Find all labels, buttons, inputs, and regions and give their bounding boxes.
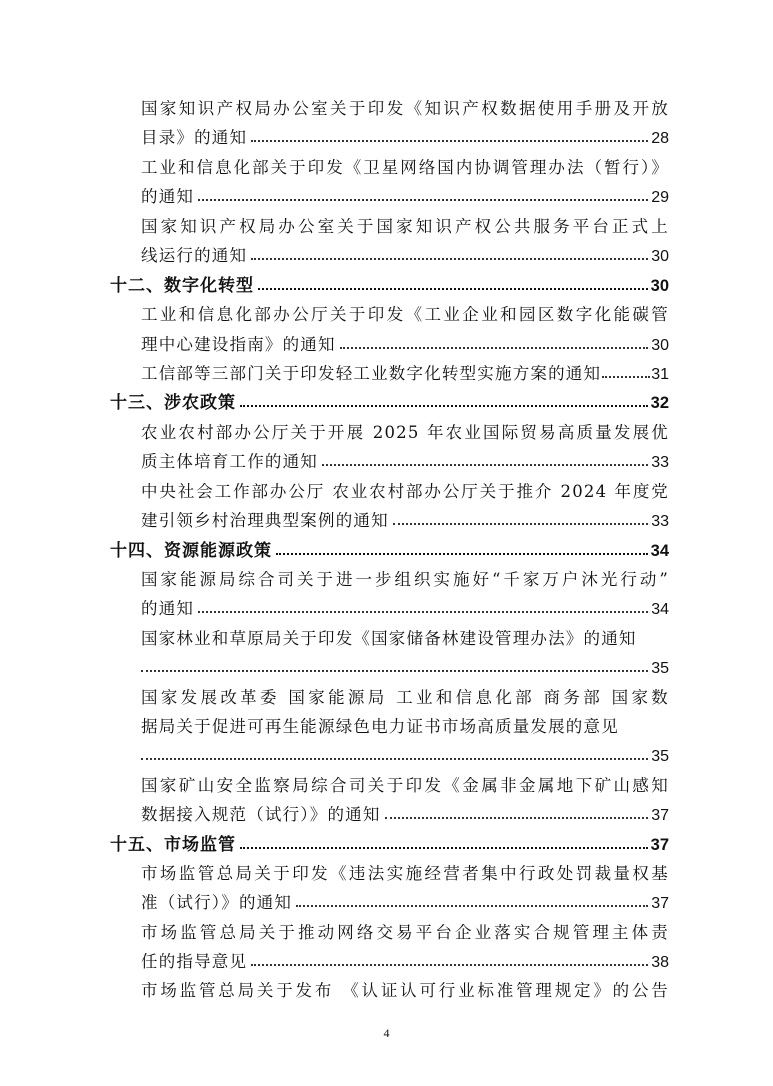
leader-dots bbox=[393, 523, 648, 525]
leader-dots bbox=[251, 964, 648, 966]
page-ref: 29 bbox=[651, 189, 669, 206]
toc-entry-cont[interactable]: 质主体培育工作的通知 33 bbox=[141, 452, 669, 471]
leader-dots bbox=[276, 553, 648, 555]
leader-dots bbox=[251, 140, 648, 142]
page-ref: 33 bbox=[651, 513, 669, 530]
toc-section-13[interactable]: 十三、涉农政策 32 bbox=[110, 393, 669, 413]
page-number: 4 bbox=[383, 1026, 390, 1040]
toc-entry-cont[interactable]: 的通知 34 bbox=[141, 599, 669, 618]
page-ref: 37 bbox=[650, 836, 669, 854]
toc-entry-cont[interactable]: 数据接入规范（试行）》的通知 37 bbox=[141, 805, 669, 824]
leader-dots bbox=[602, 376, 650, 378]
toc-entry[interactable]: 市场监管总局关于推动网络交易平台企业落实合规管理主体责 bbox=[141, 923, 669, 942]
page-ref: 34 bbox=[650, 542, 669, 560]
page-ref: 32 bbox=[650, 394, 669, 412]
leader-dots bbox=[240, 847, 648, 849]
leader-dots bbox=[258, 288, 648, 290]
page-ref: 28 bbox=[651, 130, 669, 147]
leader-dots bbox=[340, 347, 649, 349]
toc-entry[interactable]: 国家能源局综合司关于进一步组织实施好“千家万户沐光行动” bbox=[141, 570, 669, 589]
leader-dots bbox=[141, 758, 648, 760]
page-ref: 34 bbox=[651, 601, 669, 618]
page-ref: 30 bbox=[651, 337, 669, 354]
toc-section-12[interactable]: 十二、数字化转型 30 bbox=[110, 276, 669, 296]
toc-entry-cont[interactable]: 据局关于促进可再生能源绿色电力证书市场高质量发展的意见 bbox=[141, 717, 619, 736]
page-ref: 35 bbox=[651, 748, 669, 765]
leader-dots bbox=[141, 670, 648, 672]
toc-entry-cont[interactable]: 理中心建设指南》的通知 30 bbox=[141, 335, 669, 354]
leader-dots bbox=[240, 405, 648, 407]
page-ref: 35 bbox=[651, 660, 669, 677]
page-ref: 30 bbox=[650, 277, 669, 295]
toc-entry-cont[interactable]: 任的指导意见 38 bbox=[141, 952, 669, 971]
page-ref: 31 bbox=[651, 366, 669, 383]
toc-entry[interactable]: 国家林业和草原局关于印发《国家储备林建设管理办法》的通知 bbox=[141, 629, 637, 648]
toc-entry-cont[interactable]: 的通知 29 bbox=[141, 187, 669, 206]
toc-entry[interactable]: 国家发展改革委 国家能源局 工业和信息化部 商务部 国家数 bbox=[141, 688, 669, 707]
leader-dots bbox=[251, 258, 648, 260]
toc-section-15[interactable]: 十五、市场监管 37 bbox=[110, 835, 669, 855]
page-ref: 37 bbox=[651, 895, 669, 912]
toc-entry[interactable]: 中央社会工作部办公厅 农业农村部办公厅关于推介 2024 年度党 bbox=[141, 482, 669, 501]
toc-entry[interactable]: 农业农村部办公厅关于开展 2025 年农业国际贸易高质量发展优 bbox=[141, 423, 669, 442]
toc-section-14[interactable]: 十四、资源能源政策 34 bbox=[110, 541, 669, 561]
toc-entry-cont[interactable] bbox=[141, 649, 669, 678]
page-ref: 33 bbox=[651, 454, 669, 471]
toc-entry[interactable]: 工业和信息化部办公厅关于印发《工业企业和园区数字化能碳管 bbox=[141, 305, 669, 324]
leader-dots bbox=[322, 464, 648, 466]
toc-entry[interactable]: 工业和信息化部关于印发《卫星网络国内协调管理办法（暂行）》 bbox=[141, 158, 669, 177]
page-ref: 38 bbox=[651, 954, 669, 971]
toc-entry-cont[interactable]: 线运行的通知 30 bbox=[141, 246, 669, 265]
toc-entry[interactable]: 国家知识产权局办公室关于印发《知识产权数据使用手册及开放 bbox=[141, 99, 669, 118]
toc-entry-cont[interactable]: 准（试行）》的通知 37 bbox=[141, 893, 669, 912]
toc-entry-cont[interactable]: 建引领乡村治理典型案例的通知 33 bbox=[141, 511, 669, 530]
page-ref: 37 bbox=[651, 807, 669, 824]
toc-entry-cont[interactable]: 目录》的通知 28 bbox=[141, 128, 669, 147]
toc-entry[interactable]: 市场监管总局关于印发《违法实施经营者集中行政处罚裁量权基 bbox=[141, 864, 669, 883]
toc-entry-cont[interactable] bbox=[141, 737, 669, 766]
toc-entry[interactable]: 国家矿山安全监察局综合司关于印发《金属非金属地下矿山感知 bbox=[141, 776, 669, 795]
leader-dots bbox=[198, 611, 648, 613]
leader-dots bbox=[198, 199, 648, 201]
toc-entry[interactable]: 工信部等三部门关于印发轻工业数字化转型实施方案的通知 31 bbox=[141, 364, 669, 383]
page-ref: 30 bbox=[651, 248, 669, 265]
toc-entry[interactable]: 市场监管总局关于发布 《认证认可行业标准管理规定》的公告 bbox=[141, 981, 669, 1000]
toc-entry[interactable]: 国家知识产权局办公室关于国家知识产权公共服务平台正式上 bbox=[141, 217, 669, 236]
leader-dots bbox=[296, 905, 648, 907]
leader-dots bbox=[385, 817, 649, 819]
